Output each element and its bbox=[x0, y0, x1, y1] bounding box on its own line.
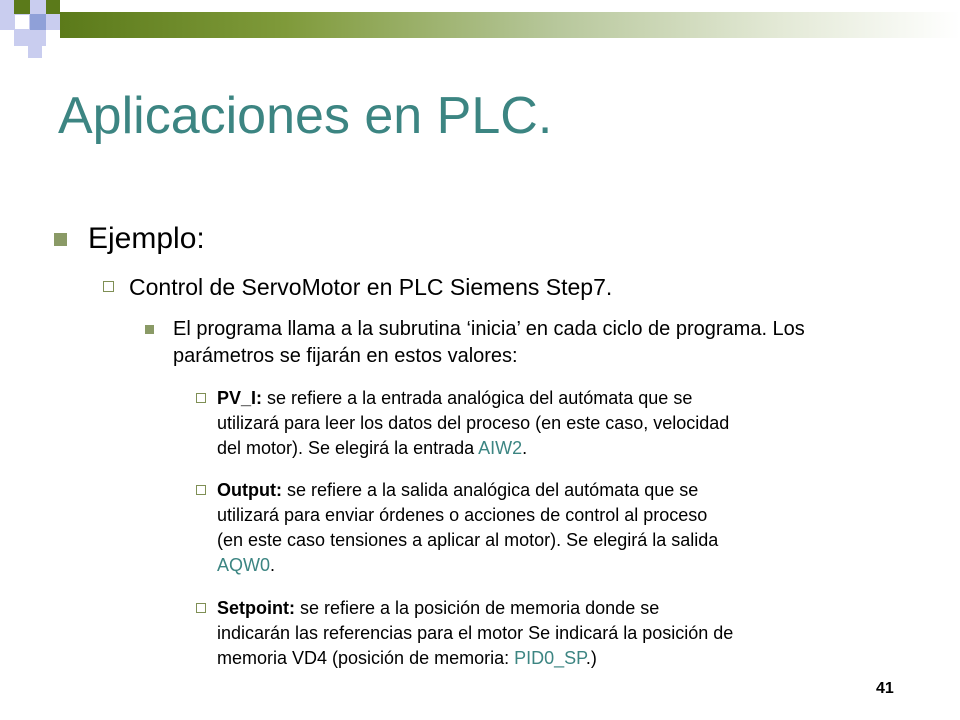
parameter-term: Output: bbox=[217, 480, 282, 500]
parameter-desc-line: se refiere a la entrada analógica del autómata que se bbox=[267, 388, 693, 408]
square-bullet-icon bbox=[54, 233, 67, 246]
parameter-desc-after: . bbox=[270, 555, 276, 575]
parameter-desc-line: utilizará para enviar órdenes o acciones de control al proceso bbox=[217, 505, 708, 525]
bullet-level1-text: Ejemplo: bbox=[88, 222, 205, 255]
hollow-square-bullet-icon bbox=[103, 281, 114, 292]
parameter-desc-line: utilizará para leer los datos del proceso (en este caso, velocidad bbox=[217, 413, 730, 433]
bullet-level2-text: Control de ServoMotor en PLC Siemens Step7. bbox=[129, 274, 613, 300]
parameter-term: Setpoint: bbox=[217, 598, 295, 618]
parameter-desc-after: . bbox=[522, 438, 528, 458]
header-gradient-bar bbox=[60, 12, 960, 38]
parameter-desc-line: memoria VD4 (posición de memoria: bbox=[217, 648, 515, 668]
parameter-term: PV_I: bbox=[217, 388, 263, 408]
parameter-highlight: PID0_SP bbox=[514, 648, 586, 668]
parameter-highlight: AIW2 bbox=[478, 438, 523, 458]
square-bullet-icon bbox=[145, 325, 154, 334]
hollow-square-bullet-icon bbox=[196, 603, 206, 613]
parameter-desc-after: .) bbox=[585, 648, 597, 668]
parameter-desc-line: (en este caso tensiones a aplicar al motor). Se elegirá la salida bbox=[217, 530, 719, 550]
hollow-square-bullet-icon bbox=[196, 485, 206, 495]
page-number: 41 bbox=[876, 680, 894, 697]
parameter-desc-line: indicarán las referencias para el motor Se indicará la posición de bbox=[217, 623, 734, 643]
slide-title: Aplicaciones en PLC. bbox=[58, 87, 553, 145]
hollow-square-bullet-icon bbox=[196, 393, 206, 403]
bullet-level3-text: El programa llama a la subrutina ‘inicia’ en cada ciclo de programa. Los parámetros se fijarán en estos valores: bbox=[173, 318, 805, 367]
parameter-highlight: AQW0 bbox=[217, 555, 271, 575]
parameter-desc-line: se refiere a la posición de memoria donde se bbox=[300, 598, 660, 618]
parameter-desc-line: se refiere a la salida analógica del autómata que se bbox=[286, 480, 699, 500]
header-square-decoration bbox=[0, 0, 60, 60]
parameter-desc-line: del motor). Se elegirá la entrada bbox=[217, 438, 479, 458]
